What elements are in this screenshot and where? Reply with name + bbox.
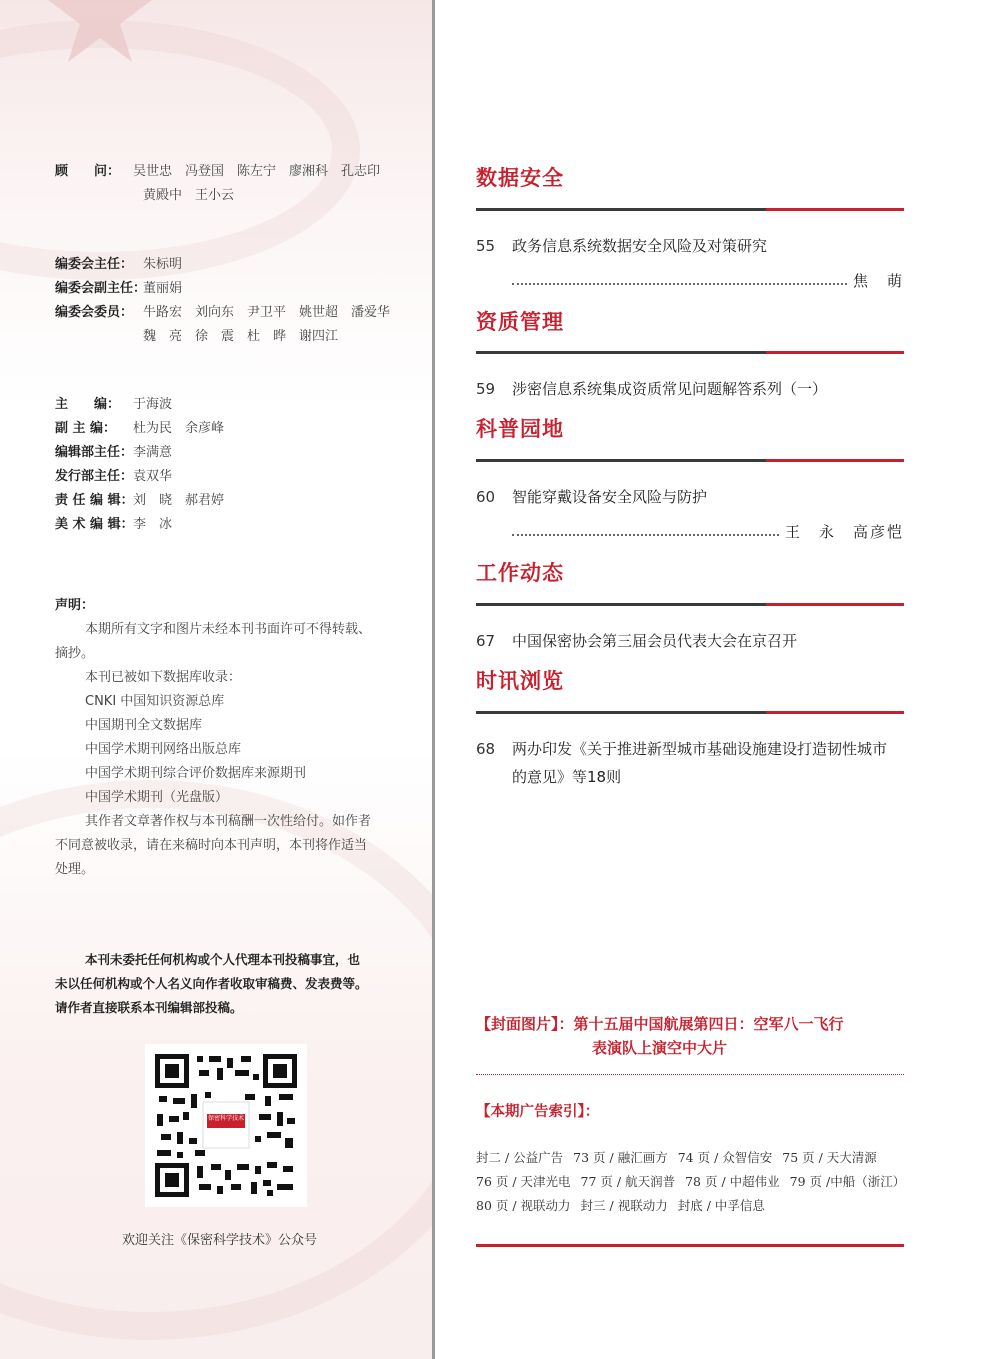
database-item: 中国期刊全文数据库	[85, 718, 203, 733]
toc-title: 两办印发《关于推进新型城市基础设施建设打造韧性城市	[512, 740, 888, 758]
leader-dots	[512, 527, 779, 536]
toc-page: 55	[476, 237, 496, 255]
submission-notice	[55, 948, 395, 1020]
ad-entry: 73 页 / 融汇画方	[573, 1150, 668, 1165]
board-members-label: 编委会委员：	[55, 305, 134, 320]
cover-text-cont: 表演队上演空中大片	[592, 1039, 728, 1057]
art-editor: 李 冰	[133, 517, 173, 532]
notice-text: 请作者直接联系本刊编辑部投稿。	[55, 1000, 243, 1015]
board-vice: 董丽娟	[143, 281, 183, 296]
board-chair: 朱标明	[143, 257, 183, 272]
editors-block	[55, 393, 403, 537]
ad-entry: 75 页 / 天大清源	[782, 1150, 877, 1165]
toc-entry[interactable]	[476, 630, 904, 651]
database-item: 中国学术期刊网络出版总库	[85, 742, 242, 757]
ad-index	[476, 1146, 916, 1218]
leader-dots	[512, 276, 847, 285]
section-rule	[476, 351, 904, 354]
statement-text: 摘抄。	[55, 646, 95, 661]
cover-label: 【封面图片】：	[476, 1015, 574, 1033]
chief-editor: 于海波	[133, 397, 173, 412]
toc-author: 王 永 高彦恺	[784, 523, 904, 541]
decorative-arc	[0, 20, 360, 280]
resp-editor: 刘 晓 郝君婷	[133, 493, 225, 508]
toc-title: 涉密信息系统集成资质常见问题解答系列（一）	[512, 380, 828, 398]
board-members: 牛路宏 刘向东 尹卫平 姚世超 潘爱华	[143, 305, 391, 320]
chief-editor-label: 主 编：	[55, 397, 121, 412]
deputy-editor: 杜为民 余彦峰	[133, 421, 225, 436]
bottom-rule	[476, 1244, 904, 1247]
database-item: 中国学术期刊（光盘版）	[85, 790, 229, 805]
ad-entry: 封底 / 中孚信息	[677, 1198, 765, 1213]
section-rule	[476, 603, 904, 606]
statement-text: 不同意被收录，请在来稿时向本刊声明，本刊将作适当	[55, 838, 368, 853]
notice-text: 未以任何机构或个人名义向作者收取审稿费、发表费等。	[55, 976, 368, 991]
distribution-dir-label: 发行部主任：	[55, 469, 134, 484]
ad-entry: 74 页 / 众智信安	[677, 1150, 773, 1165]
database-item: 中国学术期刊综合评价数据库来源期刊	[85, 766, 307, 781]
cover-text: 第十五届中国航展第四日：空军八一飞行	[573, 1015, 844, 1033]
advisors-block	[55, 160, 403, 208]
advisors-names: 吴世忠 冯登国 陈左宁 廖湘科 孔志印	[133, 164, 381, 179]
dotted-separator	[476, 1074, 904, 1075]
advisors-names-cont: 黄殿中 王小云	[143, 188, 235, 203]
section-title: 时讯浏览	[476, 668, 564, 693]
statement-text: 本期所有文字和图片未经本刊书面许可不得转载、	[85, 622, 372, 637]
ad-index-head: 【本期广告索引】：	[476, 1104, 600, 1120]
editorial-dir: 李满意	[133, 445, 173, 460]
statement-text: 其作者文章著作权与本刊稿酬一次性给付。如作者	[85, 814, 372, 829]
toc-title-cont: 的意见》等18则	[512, 768, 622, 786]
statement-head: 声明：	[55, 598, 95, 613]
toc-entry[interactable]	[476, 378, 904, 399]
database-item: CNKI 中国知识资源总库	[85, 694, 225, 709]
distribution-dir: 袁双华	[133, 469, 173, 484]
board-members-cont: 魏 亮 徐 震 杜 晔 谢四江	[143, 329, 339, 344]
toc-entry[interactable]	[476, 486, 904, 542]
copyright-statement	[55, 594, 395, 882]
statement-text: 处理。	[55, 862, 95, 877]
ad-entry: 封二 / 公益广告	[476, 1150, 564, 1165]
section-rule	[476, 459, 904, 462]
section-rule	[476, 208, 904, 211]
section-rule	[476, 711, 904, 714]
section-title: 工作动态	[476, 560, 564, 585]
toc-page: 67	[476, 632, 496, 650]
qr-code-icon	[155, 1054, 297, 1197]
advisors-label: 顾 问：	[55, 164, 121, 179]
board-chair-label: 编委会主任：	[55, 257, 134, 272]
board-block	[55, 253, 413, 349]
section-title: 数据安全	[476, 165, 564, 190]
resp-editor-label: 责 任 编 辑：	[55, 493, 134, 508]
toc-page: 68	[476, 740, 496, 758]
art-editor-label: 美 术 编 辑：	[55, 517, 134, 532]
notice-text: 本刊未委托任何机构或个人代理本刊投稿事宜，也	[85, 952, 361, 967]
ad-entry: 80 页 / 视联动力	[476, 1198, 571, 1213]
ad-entry: 77 页 / 航天润普	[580, 1174, 676, 1189]
board-vice-label: 编委会副主任：	[55, 281, 147, 296]
ad-entry: 79 页 /中船（浙江）	[789, 1174, 906, 1189]
toc-page: 60	[476, 488, 496, 506]
ad-entry: 封三 / 视联动力	[580, 1198, 668, 1213]
deputy-editor-label: 副 主 编：	[55, 421, 117, 436]
toc-entry[interactable]	[476, 235, 904, 291]
toc-page: 59	[476, 380, 496, 398]
section-title: 资质管理	[476, 309, 564, 334]
column-divider	[432, 0, 435, 1359]
statement-text: 本刊已被如下数据库收录：	[85, 670, 242, 685]
ad-entry: 76 页 / 天津光电	[476, 1174, 571, 1189]
toc-title: 智能穿戴设备安全风险与防护	[512, 488, 708, 506]
cover-caption	[476, 1012, 906, 1060]
editorial-dir-label: 编辑部主任：	[55, 445, 134, 460]
qr-code[interactable]	[145, 1044, 307, 1207]
section-title: 科普园地	[476, 416, 564, 441]
toc-title: 政务信息系统数据安全风险及对策研究	[512, 237, 768, 255]
toc-author: 焦 萌	[852, 272, 904, 290]
toc-entry[interactable]	[476, 738, 904, 789]
qr-center-label: 保密科学技术	[207, 1115, 244, 1122]
qr-caption: 欢迎关注《保密科学技术》公众号	[122, 1233, 318, 1248]
ad-entry: 78 页 / 中超伟业	[685, 1174, 780, 1189]
toc-title: 中国保密协会第三届会员代表大会在京召开	[512, 632, 798, 650]
